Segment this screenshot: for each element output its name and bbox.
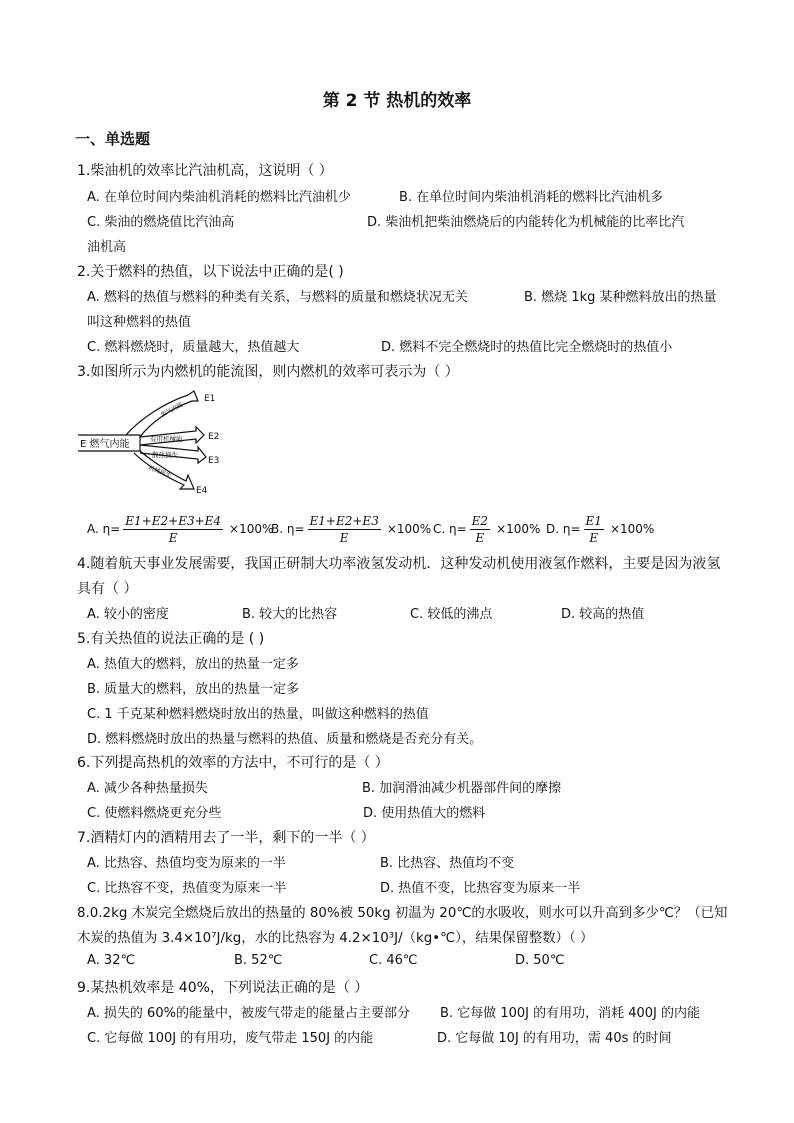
label-e2: E2 [208, 432, 220, 442]
option-c-prefix: C. η= [433, 522, 467, 536]
question-8-stem-cont: 木炭的热值为 3.4×10⁷J/kg，水的比热容为 4.2×10³J/（kg•℃），结果保留整数）（ ） [77, 931, 594, 946]
option-b-fraction [308, 513, 381, 546]
question-9-option-b: B. 它每做 100J 的有用功，消耗 400J 的内能 [440, 1006, 701, 1021]
page-title: 第 2 节 热机的效率 [322, 91, 472, 111]
label-e1: E1 [204, 394, 216, 404]
question-6-option-d: D. 使用热值大的燃料 [363, 806, 486, 821]
question-7-option-d: D. 热值不变，比热容变为原来一半 [380, 881, 581, 896]
label-arrow-mech-loss: 机械损失 [147, 464, 173, 480]
label-arrow-useful: 有用机械能 [150, 435, 183, 443]
question-7-stem: 7.酒精灯内的酒精用去了一半，剩下的一半（ ） [77, 830, 375, 846]
question-9-option-d: D. 它每做 10J 的有用功，需 40s 的时间 [437, 1031, 672, 1046]
question-4-option-d: D. 较高的热值 [561, 607, 645, 622]
question-7-option-c: C. 比热容不变，热值变为原来一半 [87, 881, 287, 896]
question-2-option-a: A. 燃料的热值与燃料的种类有关系，与燃料的质量和燃烧状况无关 [87, 290, 468, 305]
question-8-option-a: A. 32℃ [87, 953, 136, 968]
option-b-denominator: E [339, 530, 349, 545]
question-5-option-c: C. 1 千克某种燃料燃烧时放出的热量，叫做这种燃料的热值 [87, 707, 429, 722]
question-6-option-c: C. 使燃料燃烧更充分些 [87, 806, 222, 821]
question-1-stem: 1.柴油机的效率比汽油机高，这说明（ ） [77, 163, 333, 179]
question-3-stem: 3.如图所示为内燃机的能流图，则内燃机的效率可表示为（ ） [77, 364, 459, 380]
question-5-option-a: A. 热值大的燃料，放出的热量一定多 [87, 657, 299, 672]
question-6-option-a: A. 减少各种热量损失 [87, 781, 208, 796]
question-5-option-d: D. 燃料燃烧时放出的热量与燃料的热值、质量和燃烧是否充分有关。 [87, 732, 483, 747]
question-4-stem: 4.随着航天事业发展需要，我国正研制大功率液氢发动机．这种发动机使用液氢作燃料，主要是因为液氢 [77, 556, 721, 572]
question-9-stem: 9.某热机效率是 40%，下列说法正确的是（ ） [77, 980, 369, 996]
option-d-percent: ×100% [609, 522, 655, 536]
label-arrow-heat-loss: 散热损失 [152, 451, 178, 459]
question-5-stem: 5.有关热值的说法正确的是 ( ) [77, 631, 265, 647]
question-4-option-b: B. 较大的比热容 [242, 607, 338, 622]
question-4-option-c: C. 较低的沸点 [410, 607, 493, 622]
option-a-percent: ×100% [229, 522, 274, 536]
question-2-option-c: C. 燃料燃烧时，质量越大，热值越大 [87, 340, 300, 355]
option-a-denominator: E [168, 530, 178, 545]
question-1-option-b: B. 在单位时间内柴油机消耗的燃料比汽油机多 [399, 190, 664, 205]
question-9-option-a: A. 损失的 60%的能量中，被废气带走的能量占主要部分 [87, 1006, 410, 1021]
option-d-numerator: E1 [585, 513, 602, 528]
question-8-option-d: D. 50℃ [515, 953, 565, 968]
question-1-option-c: C. 柴油的燃烧值比汽油高 [87, 215, 235, 230]
option-b-prefix: B. η= [271, 522, 305, 536]
question-6-option-b: B. 加润滑油减少机器部件间的摩擦 [362, 781, 562, 796]
option-d-denominator: E [589, 530, 599, 545]
section-heading: 一、单选题 [75, 130, 151, 148]
question-4-option-a: A. 较小的密度 [87, 607, 169, 622]
label-e4: E4 [196, 486, 208, 496]
question-2-option-b: B. 燃烧 1kg 某种燃料放出的热量 [524, 290, 717, 305]
question-1-option-a: A. 在单位时间内柴油机消耗的燃料比汽油机少 [87, 190, 351, 205]
option-b-percent: ×100% [386, 522, 432, 536]
question-2-stem: 2.关于燃料的热值，以下说法中正确的是( ) [77, 264, 344, 280]
label-e3: E3 [208, 456, 220, 466]
energy-flow-diagram [78, 387, 228, 499]
option-c-fraction [470, 513, 490, 546]
question-1-option-d-cont: 油机高 [87, 240, 127, 255]
option-a-prefix: A. η= [87, 522, 121, 536]
option-b-numerator: E1+E2+E3 [309, 513, 379, 528]
question-6-stem: 6.下列提高热机的效率的方法中，不可行的是（ ） [77, 755, 389, 771]
option-d-fraction [584, 513, 604, 546]
question-7-option-b: B. 比热容、热值均不变 [380, 856, 515, 871]
label-e-internal-energy: E 燃气内能 [80, 439, 130, 450]
option-c-percent: ×100% [496, 522, 541, 536]
option-c-denominator: E [475, 530, 485, 545]
question-3-option-b [271, 509, 431, 549]
question-8-option-b: B. 52℃ [234, 953, 283, 968]
question-1-option-d: D. 柴油机把柴油燃烧后的内能转化为机械能的比率比汽 [367, 215, 685, 230]
label-arrow-exhaust: 废气内能 [159, 401, 185, 419]
option-c-numerator: E2 [471, 513, 489, 528]
question-3-option-d [546, 509, 654, 549]
question-9-option-c: C. 它每做 100J 的有用功，废气带走 150J 的内能 [87, 1031, 374, 1046]
question-3-option-a [87, 509, 273, 549]
question-2-option-d: D. 燃料不完全燃烧时的热值比完全燃烧时的热值小 [381, 340, 673, 355]
question-7-option-a: A. 比热容、热值均变为原来的一半 [87, 856, 286, 871]
question-5-option-b: B. 质量大的燃料，放出的热量一定多 [87, 682, 300, 697]
question-8-stem: 8.0.2kg 木炭完全燃烧后放出的热量的 80%被 50kg 初温为 20℃的水吸收，则水可以升高到多少℃？（已知 [77, 906, 728, 921]
option-a-numerator: E1+E2+E3+E4 [125, 513, 222, 528]
option-d-prefix: D. η= [546, 522, 581, 536]
question-8-option-c: C. 46℃ [369, 953, 418, 968]
option-a-fraction [123, 513, 223, 546]
question-3-option-c [433, 509, 540, 549]
question-4-stem-cont: 具有（ ） [77, 581, 138, 597]
question-2-option-b-cont: 叫这种燃料的热值 [87, 315, 192, 330]
